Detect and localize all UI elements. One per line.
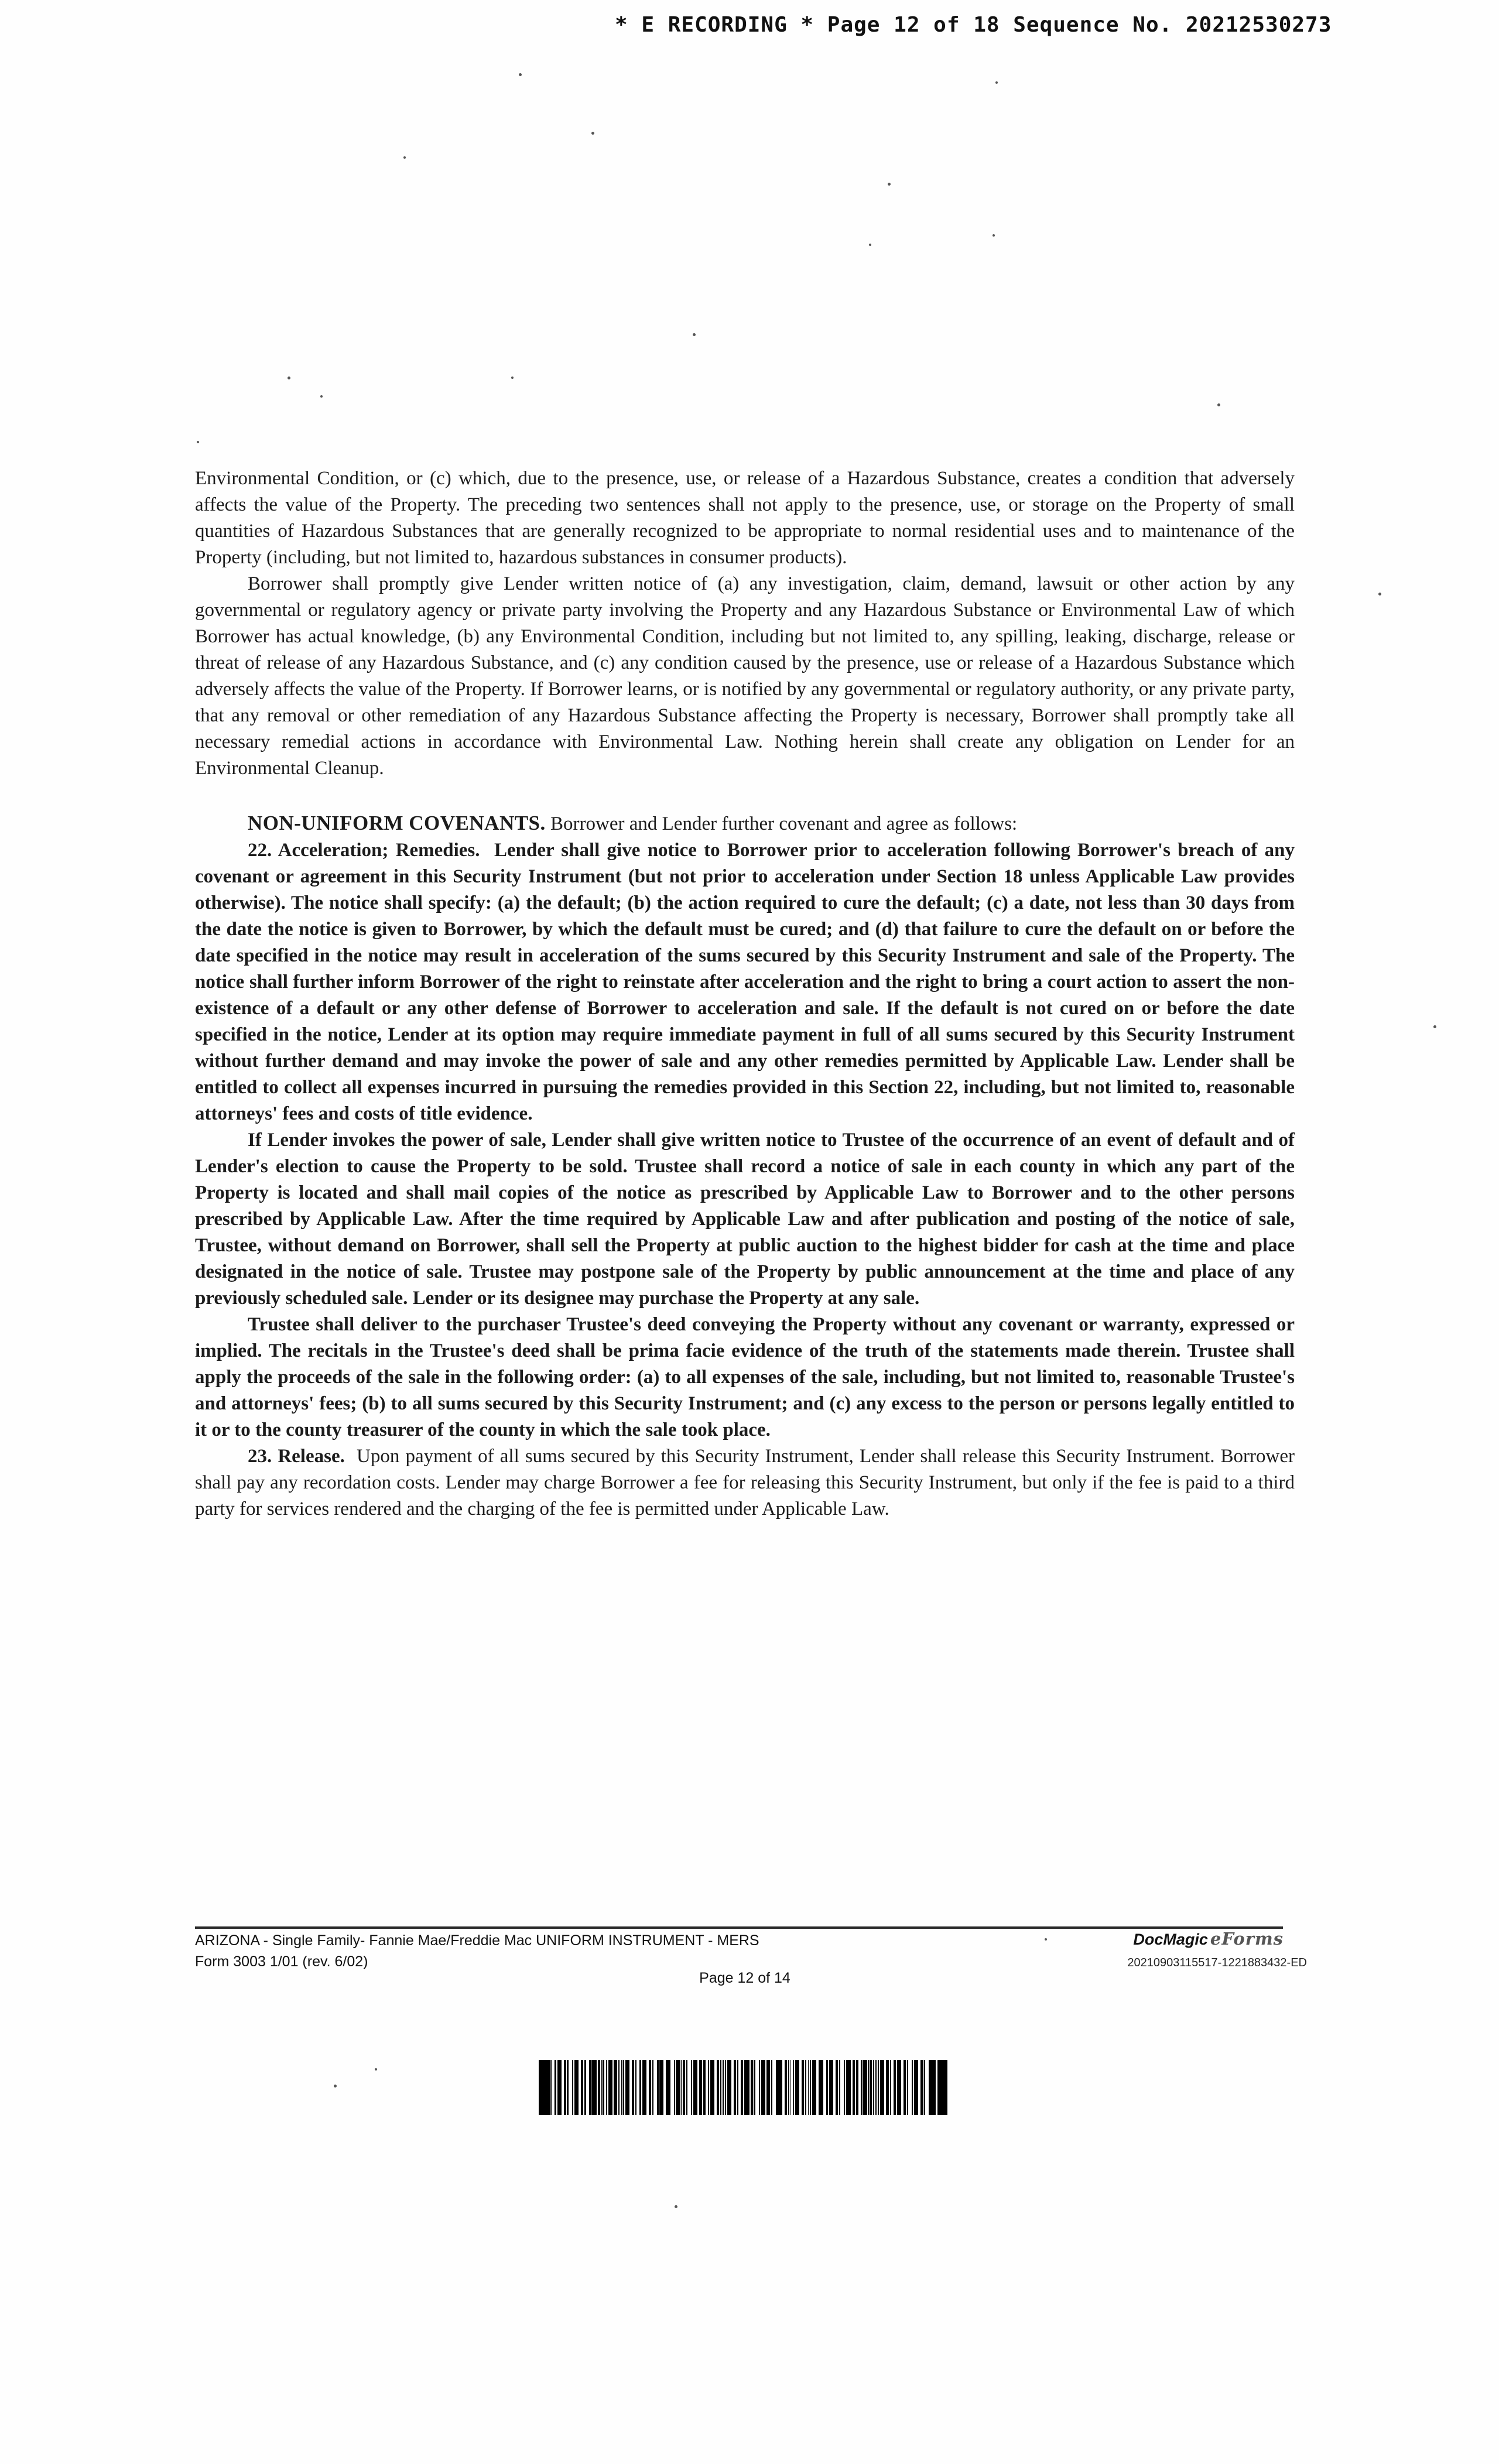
- paragraph-power-of-sale: If Lender invokes the power of sale, Lender shall give written notice to Trustee of the occurrence of an event of default and of Lender's election to cause the Property to be sold. Trustee shall record a notice of sale in each county in which any part of the Property is located and shall mail copies of the notice as prescribed by Applicable Law to Borrower and to the other persons prescribed by Applicable Law. After the time required by Applicable Law and after publication and posting of the notice of sale, Trustee, without demand on Borrower, shall sell the Property at public auction to the highest bidder for cash at the time and place designated in the notice of sale. Trustee may postpone sale of the Property by public announcement at the time and place of any previously scheduled sale. Lender or its designee may purchase the Property at any sale.: [195, 1130, 1295, 1309]
- scan-speck: [320, 395, 323, 398]
- scan-speck: [993, 234, 995, 237]
- section-22-lead: 22. Acceleration; Remedies.: [248, 840, 480, 861]
- non-uniform-covenants-text: Borrower and Lender further covenant and agree as follows:: [550, 813, 1018, 834]
- scan-speck: [197, 441, 199, 443]
- section-22-text: Lender shall give notice to Borrower prior to acceleration following Borrower's breach of any covenant or agreement in this Security Instrument (but not prior to acceleration under Section 18 unless Applicable Law provides otherwise). The notice shall specify: (a) the default; (b) the action required to cure the default; (c) a date, not less than 30 days from the date the notice is given to Borrower, by which the default must be cured; and (d) that failure to cure the default on or before the date specified in the notice may result in acceleration of the sums secured by this Security Instrument and sale of the Property. The notice shall further inform Borrower of the right to reinstate after acceleration and the right to bring a court action to assert the non-existence of a default or any other defense of Borrower to acceleration and sale. If the default is not cured on or before the date specified in the notice, Lender at its option may require immediate payment in full of all sums secured by this Security Instrument without further demand and may invoke the power of sale and any other remedies permitted by Applicable Law. Lender shall be entitled to collect all expenses incurred in pursuing the remedies provided in this Section 22, including, but not limited to, reasonable attorneys' fees and costs of title evidence.: [195, 840, 1295, 1124]
- scan-speck: [1433, 1025, 1436, 1028]
- footer-form-title: ARIZONA - Single Family- Fannie Mae/Freddie Mac UNIFORM INSTRUMENT - MERS: [195, 1932, 759, 1949]
- paragraph-borrower-notice: Borrower shall promptly give Lender written notice of (a) any investigation, claim, demand, lawsuit or other action by any governmental or regulatory agency or private party involving the Property and any Hazardous Substance or Environmental Law of which Borrower has actual knowledge, (b) any Environmental Condition, including but not limited to, any spilling, leaking, discharge, release or threat of release of any Hazardous Substance, and (c) any condition caused by the presence, use or release of a Hazardous Substance which adversely affects the value of the Property. If Borrower learns, or is notified by any governmental or regulatory authority, or any private party, that any removal or other remediation of any Hazardous Substance affecting the Property is necessary, Borrower shall promptly take all necessary remedial actions in accordance with Environmental Law. Nothing herein shall create any obligation on Lender for an Environmental Cleanup.: [195, 573, 1295, 779]
- docmagic-brand-name: DocMagic: [1133, 1931, 1208, 1948]
- section-23-release: [195, 1443, 1295, 1522]
- paragraph-trustee-deed: Trustee shall deliver to the purchaser Trustee's deed conveying the Property without any covenant or warranty, expressed or implied. The recitals in the Trustee's deed shall be prima facie evidence of the truth of the statements made therein. Trustee shall apply the proceeds of the sale in the following order: (a) to all expenses of the sale, including, but not limited to, reasonable Trustee's and attorneys' fees; (b) to all sums secured by this Security Instrument; and (c) any excess to the person or persons legally entitled to it or to the county treasurer of the county in which the sale took place.: [195, 1314, 1295, 1440]
- barcode: [539, 2060, 947, 2115]
- scan-speck: [591, 132, 594, 135]
- scan-speck: [693, 333, 696, 336]
- footer-document-id: 20210903115517-1221883432-ED: [1127, 1956, 1307, 1969]
- document-body: [195, 466, 1295, 1522]
- scan-speck: [995, 81, 998, 84]
- scan-speck: [675, 2205, 677, 2208]
- scan-speck: [403, 156, 406, 159]
- scan-speck: [1378, 593, 1381, 596]
- scan-speck: [1045, 1938, 1047, 1941]
- docmagic-eforms-logo: eForms: [1210, 1929, 1284, 1949]
- scan-speck: [519, 73, 522, 76]
- e-recording-header: * E RECORDING * Page 12 of 18 Sequence No. 20212530273: [615, 13, 1332, 37]
- footer-divider: [195, 1926, 1283, 1929]
- page-number-label: Page 12 of 14: [699, 1970, 790, 1986]
- scan-speck: [375, 2068, 377, 2071]
- section-23-lead: 23. Release.: [248, 1446, 345, 1467]
- docmagic-brand: [1133, 1929, 1284, 1949]
- scan-speck: [288, 377, 290, 379]
- scan-speck: [1217, 403, 1220, 406]
- section-23-text: Upon payment of all sums secured by this Security Instrument, Lender shall release this Security Instrument. Borrower shall pay any recordation costs. Lender may charge Borrower a fee for releasing this Security Instrument, but only if the fee is paid to a third party for services rendered and the charging of the fee is permitted under Applicable Law.: [195, 1446, 1295, 1520]
- footer-form-number: Form 3003 1/01 (rev. 6/02): [195, 1953, 368, 1970]
- non-uniform-covenants-line: [195, 810, 1295, 837]
- scan-speck: [511, 377, 514, 379]
- scan-speck: [334, 2085, 337, 2087]
- non-uniform-covenants-heading: NON-UNIFORM COVENANTS.: [248, 812, 546, 834]
- paragraph-environmental-condition: Environmental Condition, or (c) which, due to the presence, use, or release of a Hazardous Substance, creates a condition that adversely affects the value of the Property. The preceding two sentences shall not apply to the presence, use, or storage on the Property of small quantities of Hazardous Substances that are generally recognized to be appropriate to normal residential uses and to maintenance of the Property (including, but not limited to, hazardous substances in consumer products).: [195, 468, 1295, 568]
- section-22-acceleration-remedies: [195, 837, 1295, 1127]
- scan-speck: [869, 244, 871, 246]
- scan-speck: [888, 183, 891, 186]
